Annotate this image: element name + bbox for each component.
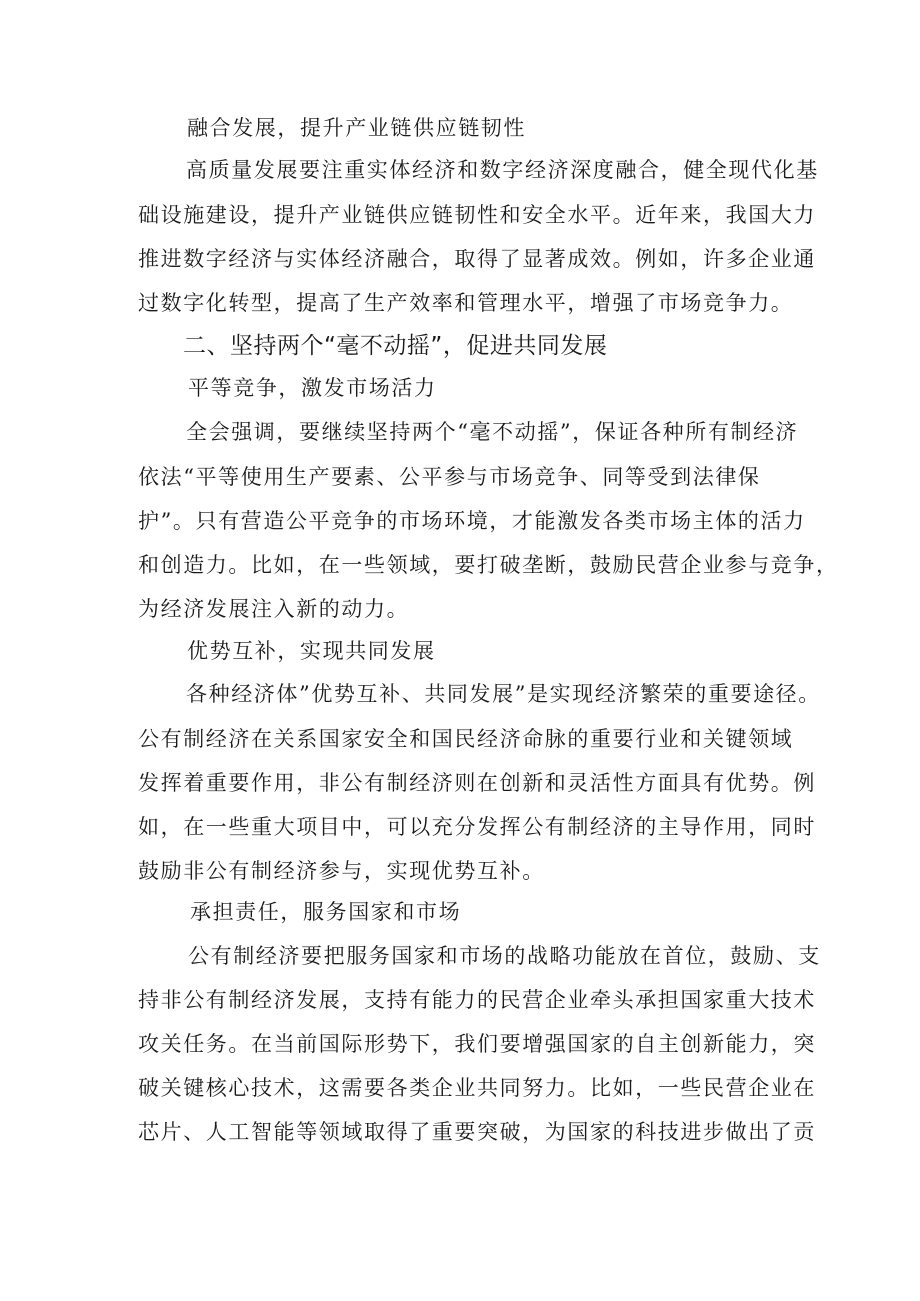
paragraph-line: 公有制经济在关系国家安全和国民经济命脉的重要行业和关键领域 — [138, 727, 794, 751]
subsection-title: 平等竞争，激发市场活力 — [188, 376, 437, 400]
subsection-title: 优势互补，实现共同发展 — [187, 639, 436, 663]
paragraph-line: 持非公有制经济发展，支持有能力的民营企业牵头承担国家重大技术 — [138, 988, 816, 1012]
paragraph-line: 过数字化转型，提高了生产效率和管理水平，增强了市场竞争力。 — [138, 291, 794, 315]
paragraph-line: 芯片、人工智能等领域取得了重要突破，为国家的科技进步做出了贡 — [138, 1120, 816, 1144]
paragraph-line: 各种经济体”优势互补、共同发展”是实现经济繁荣的重要途径。 — [186, 682, 821, 706]
paragraph-line: 如，在一些重大项目中，可以充分发挥公有制经济的主导作用，同时 — [138, 815, 816, 839]
paragraph-line: 发挥着重要作用，非公有制经济则在创新和灵活性方面具有优势。例 — [138, 771, 816, 795]
section-heading: 二、坚持两个“毫不动摇”，促进共同发展 — [183, 333, 608, 359]
paragraph-line: 攻关任务。在当前国际形势下，我们要增强国家的自主创新能力，突 — [138, 1032, 816, 1056]
subsection-title: 承担责任，服务国家和市场 — [190, 900, 462, 924]
paragraph-line: 为经济发展注入新的动力。 — [138, 597, 410, 621]
paragraph-line: 推进数字经济与实体经济融合，取得了显著成效。例如，许多企业通 — [138, 247, 816, 271]
paragraph-line: 和创造力。比如，在一些领域，要打破垄断，鼓励民营企业参与竞争， — [138, 553, 839, 577]
paragraph-line: 鼓励非公有制经济参与，实现优势互补。 — [138, 859, 545, 883]
paragraph-line: 依法“平等使用生产要素、公平参与市场竞争、同等受到法律保 — [138, 465, 761, 489]
paragraph-line: 全会强调，要继续坚持两个“毫不动摇”，保证各种所有制经济 — [186, 420, 799, 444]
subsection-title: 融合发展，提升产业链供应链韧性 — [187, 116, 526, 140]
paragraph-line: 公有制经济要把服务国家和市场的战略功能放在首位，鼓励、支 — [188, 944, 821, 968]
paragraph-line: 破关键核心技术，这需要各类企业共同努力。比如，一些民营企业在 — [138, 1076, 816, 1100]
paragraph-line: 础设施建设，提升产业链供应链韧性和安全水平。近年来，我国大力 — [138, 203, 816, 227]
paragraph-line: 高质量发展要注重实体经济和数字经济深度融合，健全现代化基 — [186, 158, 819, 182]
paragraph-line: 护”。只有营造公平竞争的市场环境，才能激发各类市场主体的活力 — [138, 509, 806, 533]
